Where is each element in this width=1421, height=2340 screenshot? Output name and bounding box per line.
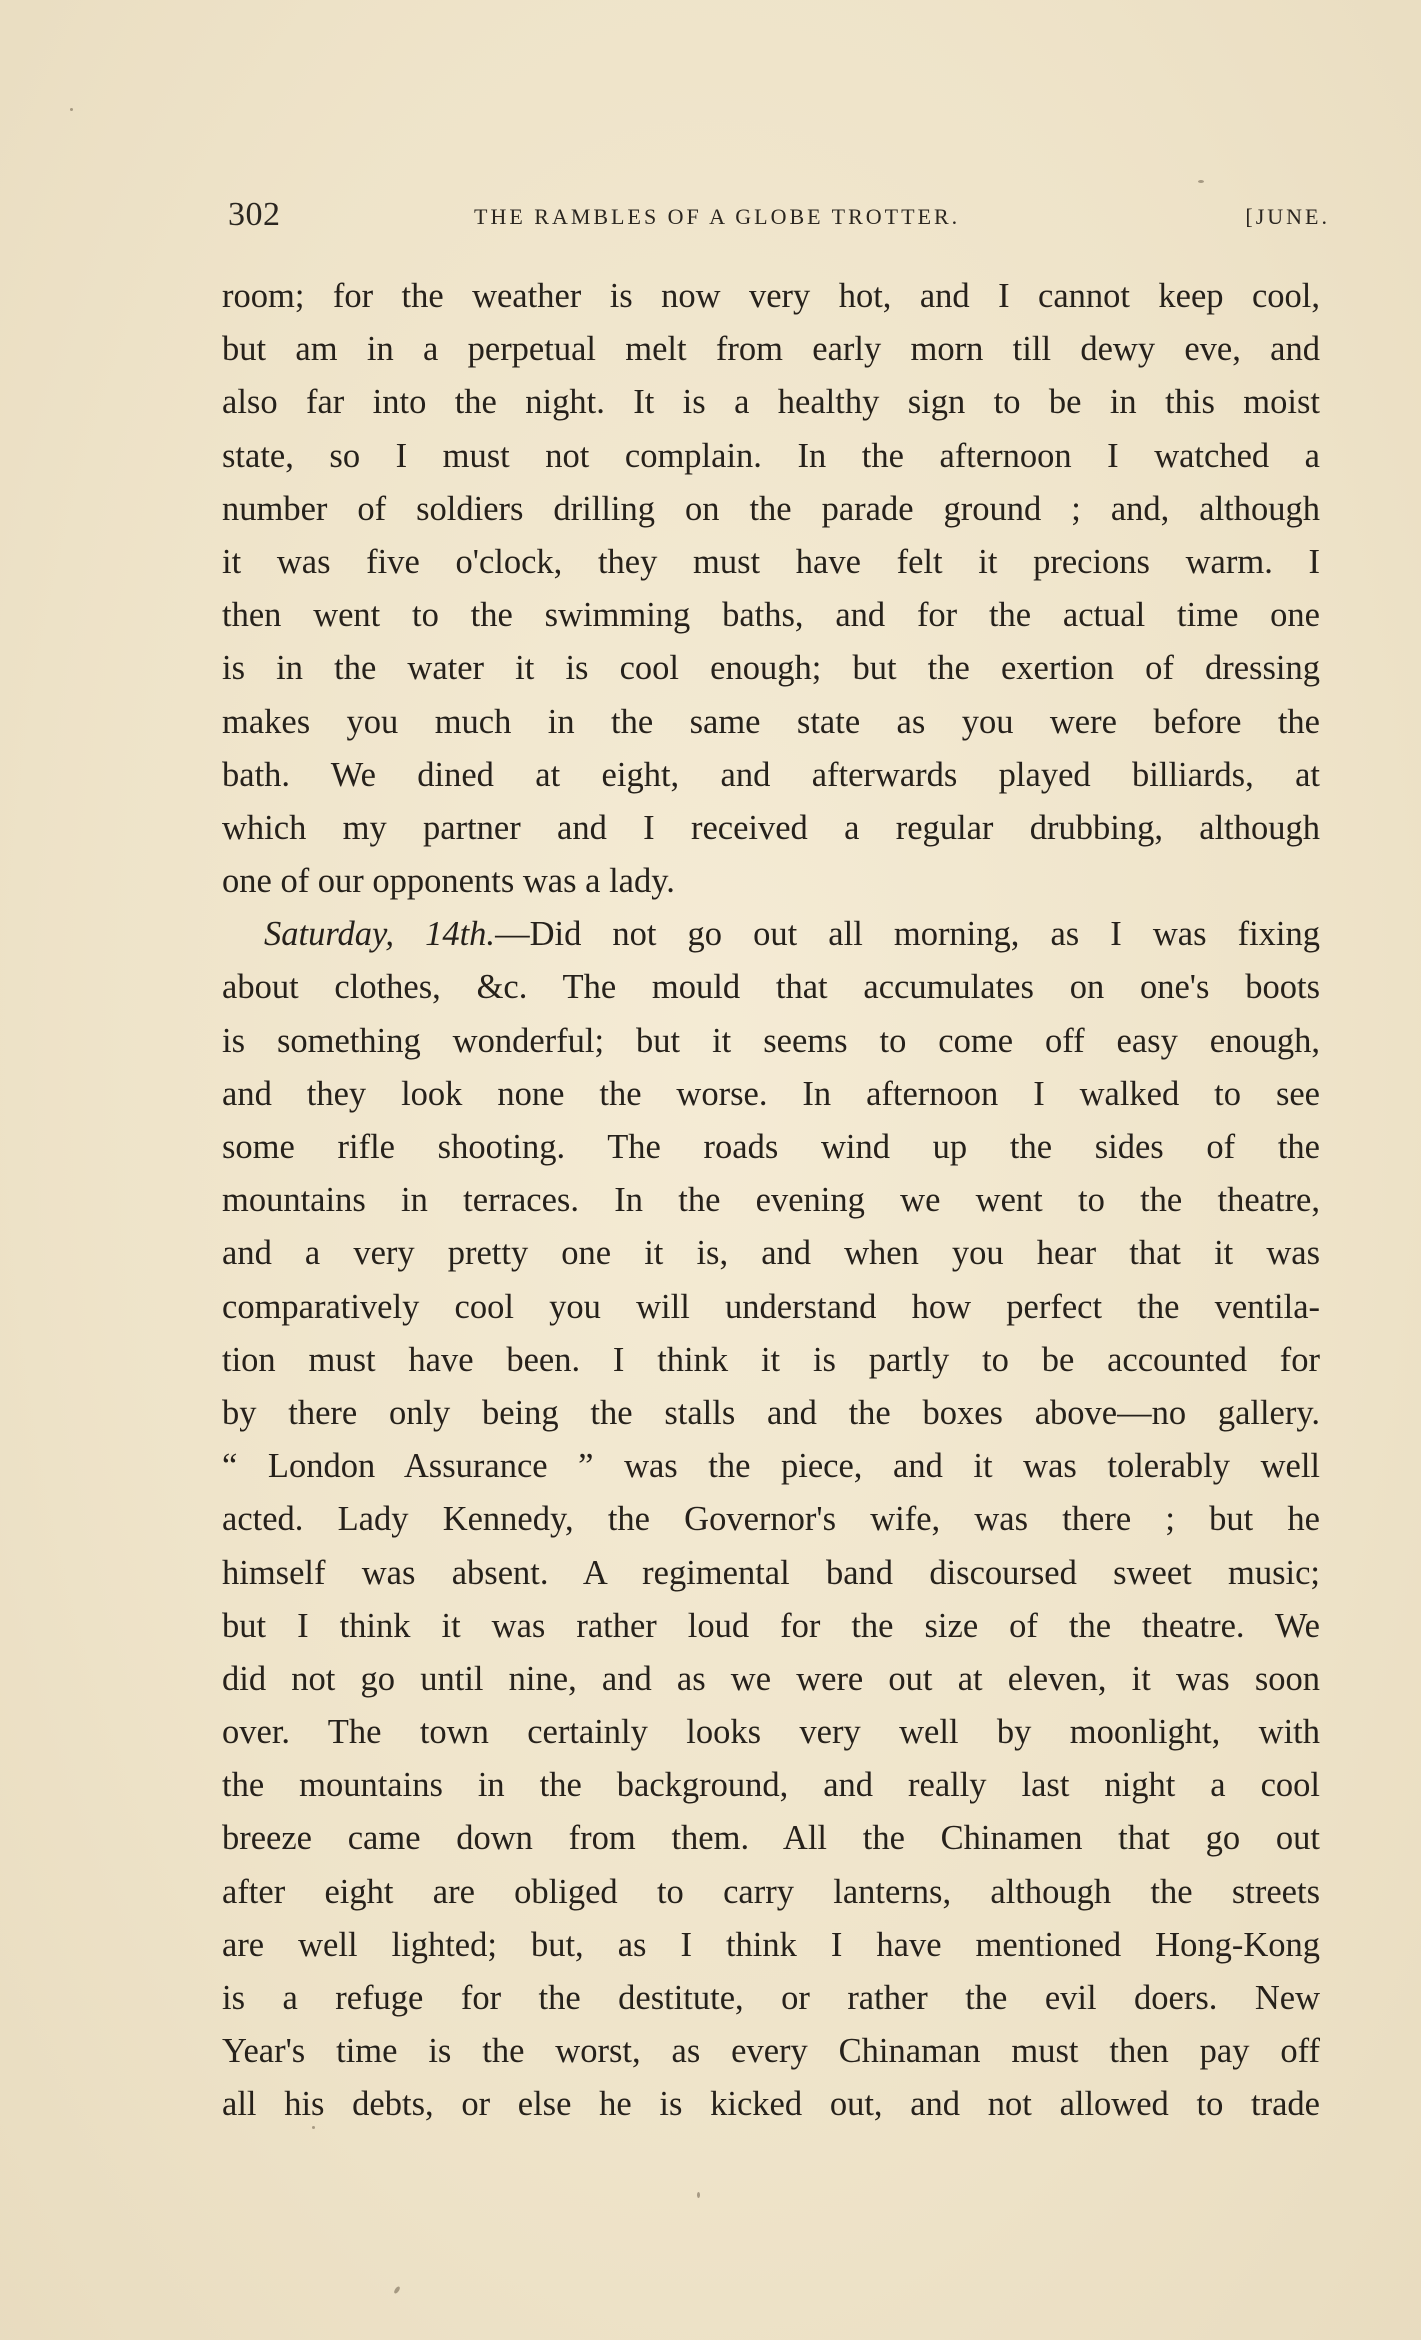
text-line: tion must have been. I think it is partly to be accounted for [222, 1340, 1320, 1379]
running-title: THE RAMBLES OF A GLOBE TROTTER. [474, 204, 961, 229]
text-line: bath. We dined at eight, and afterwards played billiards, at [222, 755, 1320, 794]
text-line: acted. Lady Kennedy, the Governor's wife, was there ; but he [222, 1500, 1320, 1539]
month-label: [JUNE. [1245, 204, 1330, 229]
text-line: over. The town certainly looks very well by moonlight, with [222, 1713, 1320, 1752]
entry-date: Saturday, 14th. [264, 915, 496, 954]
text-line: is something wonderful; but it seems to come off easy enough, [222, 1021, 1320, 1060]
text-line: but I think it was rather loud for the size of the theatre. We [222, 1606, 1320, 1645]
entry-first-line-text: —Did not go out all morning, as I was fixing [495, 915, 1320, 954]
text-line: “ London Assurance ” was the piece, and it was tolerably well [222, 1447, 1320, 1486]
text-line: by there only being the stalls and the boxes above—no gallery. [222, 1393, 1320, 1432]
text-line: which my partner and I received a regular drubbing, although [222, 808, 1320, 847]
text-line: makes you much in the same state as you were before the [222, 702, 1320, 741]
page-number: 302 [228, 196, 281, 233]
text-line: about clothes, &c. The mould that accumulates on one's boots [222, 968, 1320, 1007]
body-text [222, 270, 1320, 2132]
text-line: breeze came down from them. All the Chinamen that go out [222, 1819, 1320, 1858]
text-line: and they look none the worse. In afternoon I walked to see [222, 1074, 1320, 1113]
text-line: and a very pretty one it is, and when you hear that it was [222, 1234, 1320, 1273]
text-line: after eight are obliged to carry lanterns, although the streets [222, 1872, 1320, 1911]
paper-speck [312, 2126, 315, 2129]
text-line: one of our opponents was a lady. [222, 862, 675, 901]
text-line: is in the water it is cool enough; but the exertion of dressing [222, 649, 1320, 688]
text-line: but am in a perpetual melt from early morn till dewy eve, and [222, 330, 1320, 369]
text-line: number of soldiers drilling on the parade ground ; and, although [222, 489, 1320, 528]
entry-first-line [222, 908, 1320, 961]
text-line: some rifle shooting. The roads wind up the sides of the [222, 1128, 1320, 1166]
paper-speck [697, 2192, 700, 2198]
text-line: Year's time is the worst, as every Chinaman must then pay off [222, 2032, 1320, 2071]
text-line: mountains in terraces. In the evening we went to the theatre, [222, 1181, 1320, 1220]
text-line: is a refuge for the destitute, or rather the evil doers. New [222, 1979, 1320, 2017]
page-header [228, 196, 1330, 240]
text-line: room; for the weather is now very hot, and I cannot keep cool, [222, 277, 1320, 315]
text-line: it was five o'clock, they must have felt it precions warm. I [222, 542, 1320, 581]
text-line: himself was absent. A regimental band discoursed sweet music; [222, 1553, 1320, 1592]
text-line: are well lighted; but, as I think I have mentioned Hong-Kong [222, 1925, 1320, 1964]
text-line: comparatively cool you will understand how perfect the ventila- [222, 1287, 1320, 1326]
paper-speck [70, 108, 73, 111]
text-line: the mountains in the background, and really last night a cool [222, 1766, 1320, 1805]
text-line: state, so I must not complain. In the afternoon I watched a [222, 436, 1320, 475]
text-line: did not go until nine, and as we were out at eleven, it was soon [222, 1659, 1320, 1698]
paper-speck [393, 2286, 401, 2295]
text-line: all his debts, or else he is kicked out, and not allowed to trade [222, 2085, 1320, 2124]
text-line: then went to the swimming baths, and for the actual time one [222, 596, 1320, 635]
text-line: also far into the night. It is a healthy sign to be in this moist [222, 383, 1320, 422]
paper-speck [1198, 180, 1204, 183]
